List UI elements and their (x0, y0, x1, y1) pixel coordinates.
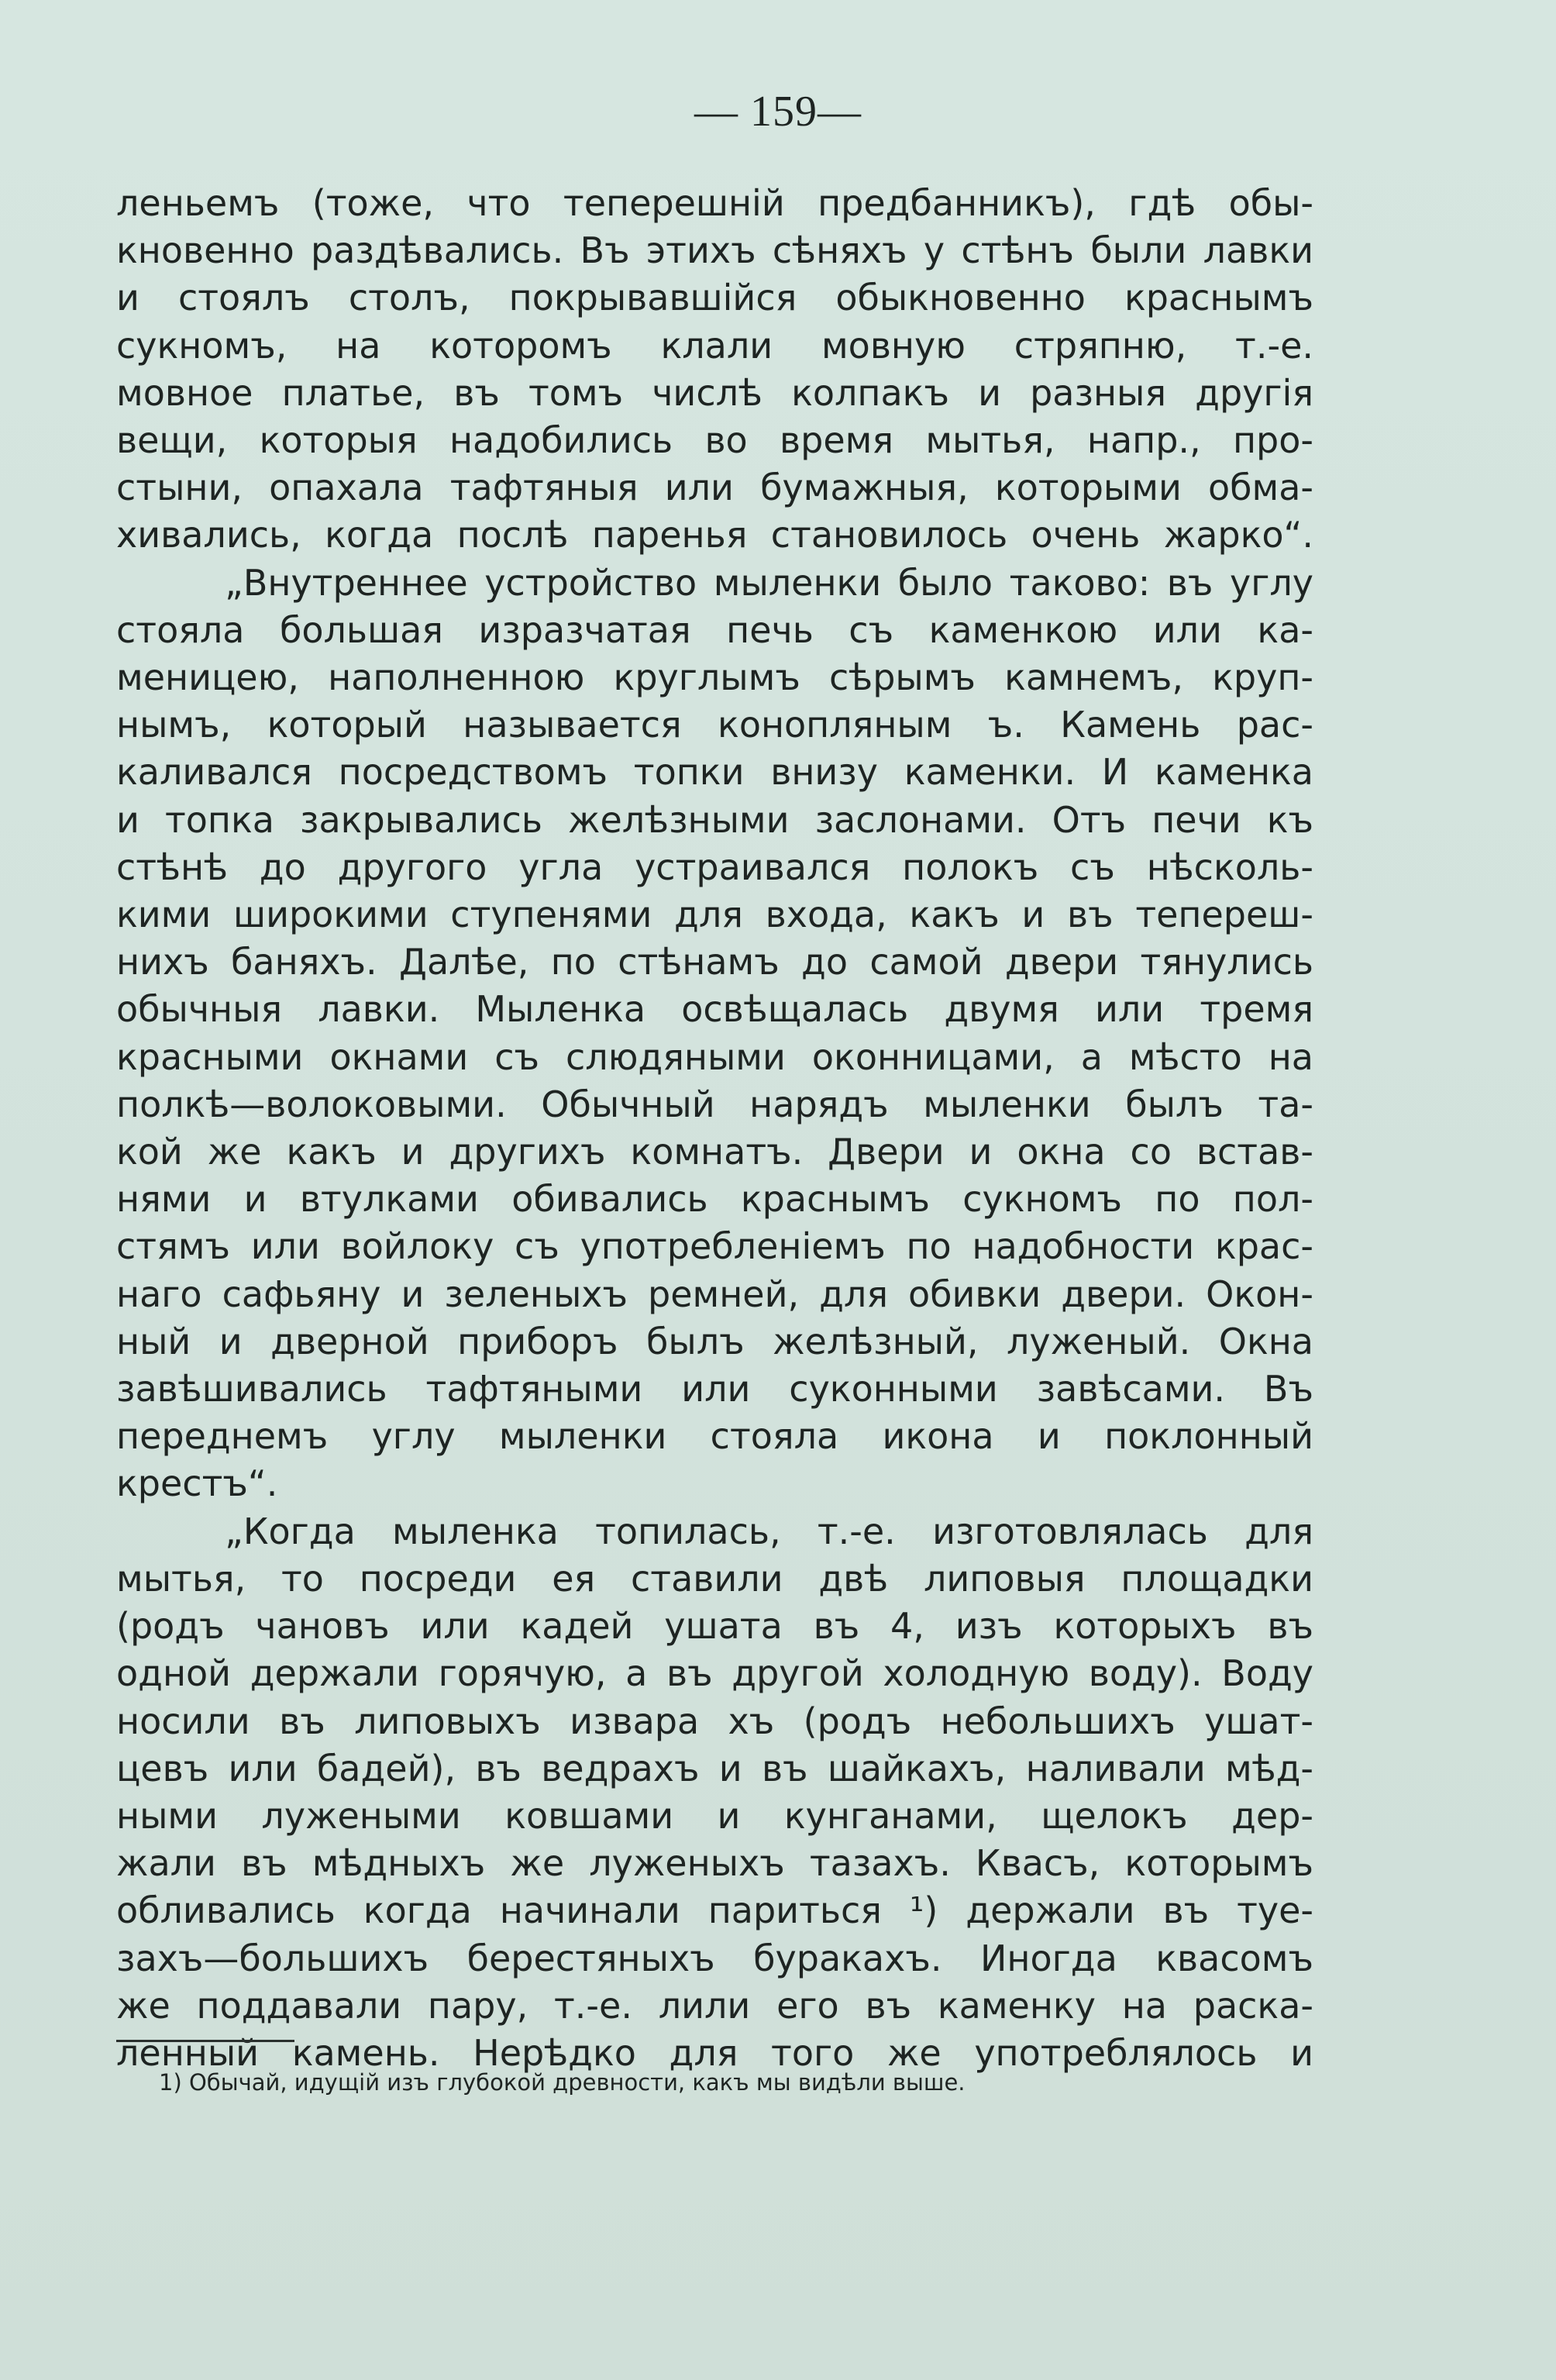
text-line: мовное платье, въ томъ числѣ колпакъ и разныя другія (116, 371, 1313, 414)
text-line: переднемъ углу мыленки стояла икона и поклонный (116, 1415, 1313, 1458)
text-line: каливался посредствомъ топки внизу каменки. И каменка (116, 751, 1313, 794)
text-line: ными лужеными ковшами и кунганами, щелокъ дер- (116, 1794, 1313, 1837)
text-line: носили въ липовыхъ извара хъ (родъ небольшихъ ушат- (116, 1700, 1313, 1742)
text-line: одной держали горячую, а въ другой холодную воду). Воду (116, 1652, 1313, 1695)
text-line: обливались когда начинали париться ¹) держали въ туе- (116, 1889, 1313, 1932)
text-line: красными окнами съ слюдяными оконницами, а мѣсто на (116, 1035, 1313, 1078)
text-line: стѣнѣ до другого угла устраивался полокъ съ нѣсколь- (116, 846, 1313, 888)
text-line: нымъ, который называется конопляным ъ. Камень рас- (116, 704, 1313, 746)
text-line: кновенно раздѣвались. Въ этихъ сѣняхъ у стѣнъ были лавки (116, 229, 1313, 272)
text-line: же поддавали пару, т.-е. лили его въ каменку на раска- (116, 1984, 1313, 2027)
text-line: жали въ мѣдныхъ же луженыхъ тазахъ. Квасъ, которымъ (116, 1842, 1313, 1885)
text-line: нихъ баняхъ. Далѣе, по стѣнамъ до самой двери тянулись (116, 941, 1313, 983)
body-text (116, 180, 1313, 2077)
text-line: цевъ или бадей), въ ведрахъ и въ шайкахъ, наливали мѣд- (116, 1747, 1313, 1789)
text-line: сукномъ, на которомъ клали мовную стряпню, т.-е. (116, 324, 1313, 367)
text-line: завѣшивались тафтяными или суконными завѣсами. Въ (116, 1368, 1313, 1410)
footnote-divider (116, 2040, 294, 2042)
text-line: захъ—большихъ берестяныхъ буракахъ. Иногда квасомъ (116, 1937, 1313, 1979)
text-line: и топка закрывались желѣзными заслонами. Отъ печи къ (116, 798, 1313, 841)
text-line: „Внутреннее устройство мыленки было таково: въ углу (225, 561, 1313, 604)
page-number: — 159— (694, 88, 862, 136)
text-line: (родъ чановъ или кадей ушата въ 4, изъ которыхъ въ (116, 1605, 1313, 1648)
text-line: „Когда мыленка топилась, т.-е. изготовлялась для (225, 1510, 1313, 1552)
text-line: вещи, которыя надобились во время мытья, напр., про- (116, 419, 1313, 462)
text-line: стямъ или войлоку съ употребленіемъ по надобности крас- (116, 1225, 1313, 1268)
footnote: 1) Обычай, идущій изъ глубокой древности, какъ мы видѣли выше. (159, 2069, 966, 2096)
text-line: стояла большая изразчатая печь съ каменкою или ка- (116, 608, 1313, 651)
text-line: обычныя лавки. Мыленка освѣщалась двумя или тремя (116, 988, 1313, 1031)
text-line: нями и втулками обивались краснымъ сукномъ по пол- (116, 1178, 1313, 1221)
text-line: меницею, наполненною круглымъ сѣрымъ камнемъ, круп- (116, 656, 1313, 699)
text-line: кой же какъ и другихъ комнатъ. Двери и окна со встав- (116, 1131, 1313, 1173)
text-line: полкѣ—волоковыми. Обычный нарядъ мыленки былъ та- (116, 1083, 1313, 1125)
text-line: кими широкими ступенями для входа, какъ и въ тепереш- (116, 894, 1313, 936)
text-line: стыни, опахала тафтяныя или бумажныя, которыми обма- (116, 467, 1313, 509)
text-line: ный и дверной приборъ былъ желѣзный, луженый. Окна (116, 1320, 1313, 1362)
text-line: мытья, то посреди ея ставили двѣ липовыя площадки (116, 1557, 1313, 1600)
text-line: наго сафьяну и зеленыхъ ремней, для обивки двери. Окон- (116, 1273, 1313, 1315)
text-line: леньемъ (тоже, что теперешній предбанникъ), гдѣ обы- (116, 182, 1313, 224)
text-line: крестъ“. (116, 1462, 278, 1505)
text-line: хивались, когда послѣ паренья становилось очень жарко“. (116, 514, 1313, 556)
text-line: и стоялъ столъ, покрывавшійся обыкновенно краснымъ (116, 277, 1313, 319)
text-line: ленный камень. Нерѣдко для того же употреблялось и (116, 2031, 1313, 2074)
